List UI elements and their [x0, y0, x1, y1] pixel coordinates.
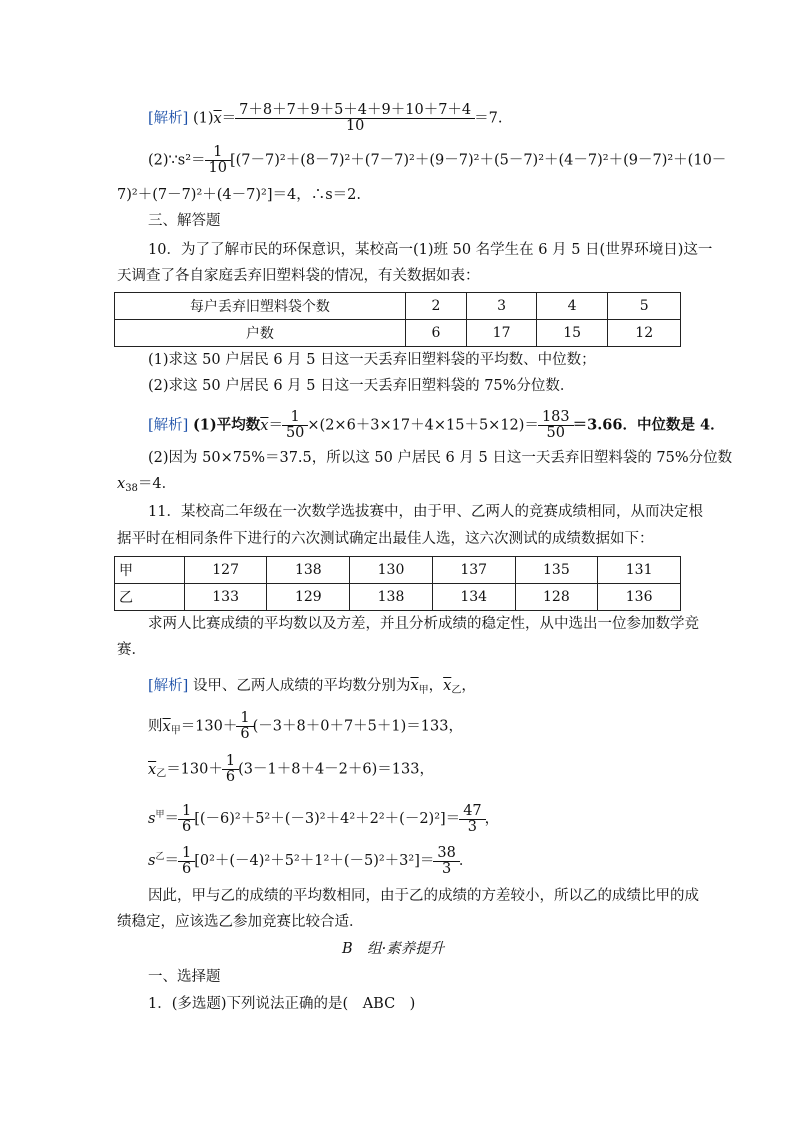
item2-prefix: (2)∵s²＝: [148, 152, 206, 169]
fraction-numerator: 1: [225, 753, 236, 769]
mean-numerator: 7＋8＋7＋9＋5＋4＋9＋10＋7＋4: [239, 102, 472, 118]
answer-1-prefix: (1)平均数: [192, 416, 261, 434]
table-row-label: 甲: [115, 557, 185, 584]
table-row: [115, 293, 681, 320]
fraction-numerator: 1: [240, 710, 250, 726]
table-cell: 130: [350, 557, 433, 584]
table-cell: 136: [598, 584, 681, 611]
table-cell: 134: [432, 584, 515, 611]
table-cell: 12: [608, 320, 681, 347]
analysis-label: [解析]: [148, 678, 189, 694]
percentile-subscript: 38: [125, 483, 138, 494]
fraction-one-sixth: [238, 711, 251, 742]
table-row-label: 每户丢弃旧塑料袋个数: [115, 293, 406, 320]
xbar-symbol: $\overline{x}$: [148, 761, 157, 778]
q11-mean-jia: [148, 711, 463, 747]
table-cell: 133: [184, 584, 267, 611]
percentile-value: ＝4．: [137, 476, 177, 492]
table-cell: 127: [184, 557, 267, 584]
table-cell: 138: [350, 584, 433, 611]
percentile-variable: x: [117, 476, 126, 492]
fraction-numerator: 1: [181, 844, 192, 861]
xbar-symbol: $\overline{x}$: [410, 678, 419, 694]
fraction-denominator: 6: [178, 861, 195, 877]
variance-yi-fraction: [435, 846, 457, 877]
fraction-denominator: 3: [459, 819, 485, 835]
table-cell: 129: [267, 584, 350, 611]
table-cell: 4: [536, 293, 608, 320]
group-b-heading: B 组·素养提升: [342, 941, 445, 957]
superscript-yi: 乙: [155, 852, 165, 862]
equals-sign: ＝: [164, 811, 179, 827]
answer-fraction-1: [284, 410, 306, 441]
q11-ask-line-1: 求两人比赛成绩的平均数以及方差，并且分析成绩的稳定性，从中选出一位参加数学竞: [148, 616, 699, 632]
xbar-symbol: $\overline{x}$: [260, 417, 269, 434]
q10-sub-question-1: (1)求这 50 户居民 6 月 5 日这一天丢弃旧塑料袋的平均数、中位数；: [148, 352, 596, 368]
fraction-numerator: 47: [463, 802, 482, 819]
variance-frac-num: 1: [213, 144, 223, 160]
fraction-one-sixth: [180, 804, 193, 835]
fraction-denominator: 6: [178, 819, 195, 835]
q11-variance-jia: [148, 798, 499, 836]
variance-line-1: [148, 145, 726, 176]
xbar-symbol: $\overline{x}$: [213, 110, 222, 127]
fraction-numerator: 1: [181, 802, 192, 819]
table-row-label: 户数: [115, 320, 406, 347]
mean-yi-start: ＝130＋: [166, 761, 223, 778]
separator: ，: [461, 678, 476, 694]
q11-text-line-2: 据平时在相同条件下进行的六次测试确定出最佳人选，这六次测试的成绩数据如下：: [117, 531, 654, 547]
q10-text-line-2: 天调查了各自家庭丢弃旧塑料袋的情况，有关数据如表：: [117, 268, 480, 284]
fraction-numerator: 38: [437, 844, 456, 861]
mean-fraction: [237, 103, 473, 134]
mean-result: ＝7.: [474, 110, 503, 127]
q11-score-table: [114, 556, 681, 611]
q11-conclusion-line-1: 因此，甲与乙的成绩的平均数相同，由于乙的成绩的方差较小，所以乙的成绩比甲的成: [148, 888, 699, 904]
table-cell: 15: [536, 320, 608, 347]
variance-jia-expression: [(－6)²＋5²＋(－3)²＋4²＋2²＋(－2)²]＝: [194, 811, 461, 827]
mean-denominator: 10: [235, 118, 475, 134]
q10-answer-1: [148, 410, 725, 441]
separator: ，: [484, 811, 500, 827]
equals-sign: ＝: [268, 417, 283, 434]
table-row-label: 乙: [115, 584, 185, 611]
q11-solution-line-1: [148, 676, 476, 701]
answer-1-expression: ×(2×6＋3×17＋4×15＋5×12)＝: [307, 417, 539, 434]
table-cell: 5: [608, 293, 681, 320]
variance-yi-expression: [0²＋(－4)²＋5²＋1²＋(－5)²＋3²]＝: [194, 853, 435, 869]
then-word: 则: [148, 718, 163, 735]
fraction-denominator: 50: [538, 425, 574, 441]
table-cell: 2: [405, 293, 467, 320]
q11-variance-yi: [148, 840, 473, 878]
table-cell: 128: [515, 584, 598, 611]
subscript-jia: 甲: [418, 685, 429, 696]
answer-fraction-2: [540, 410, 572, 441]
xbar-symbol: $\overline{x}$: [162, 718, 171, 735]
q11-ask-line-2: 赛．: [117, 642, 146, 658]
mean-jia-start: ＝130＋: [180, 718, 238, 735]
s-variable: s: [148, 853, 156, 869]
q10-text-line-1: 10．为了了解市民的环保意识，某校高一(1)班 50 名学生在 6 月 5 日(世界环境日)这一: [148, 242, 713, 258]
q11-text-line-1: 11．某校高二年级在一次数学选拔赛中，由于甲、乙两人的竞赛成绩相同，从而决定根: [148, 504, 703, 520]
variance-jia-fraction: [461, 804, 483, 835]
separator: ，: [428, 678, 444, 694]
fraction-one-sixth: [180, 846, 193, 877]
mean-yi-end: (3－1＋8＋4－2＋6)＝133，: [238, 761, 434, 778]
table-cell: 3: [467, 293, 537, 320]
q10-answer-2-line-2: [117, 474, 176, 499]
table-row: [115, 557, 681, 584]
fraction-one-sixth: [224, 754, 237, 785]
table-cell: 138: [267, 557, 350, 584]
table-cell: 135: [515, 557, 598, 584]
analysis-label: [解析]: [148, 110, 189, 127]
q10-sub-question-2: (2)求这 50 户居民 6 月 5 日这一天丢弃旧塑料袋的 75%分位数．: [148, 378, 575, 394]
s-variable: s: [148, 811, 156, 827]
subscript-jia: 甲: [170, 725, 181, 737]
fraction-denominator: 6: [222, 769, 239, 785]
question-1: 1．(多选题)下列说法正确的是( ABC ): [148, 996, 416, 1012]
variance-expression: [(7－7)²＋(8－7)²＋(7－7)²＋(9－7)²＋(5－7)²＋(4－7)²＋(9－7)²＋(10－: [229, 152, 727, 169]
solution-intro: 设甲、乙两人成绩的平均数分别为: [192, 678, 411, 694]
variance-frac-den: 10: [205, 160, 231, 176]
fraction-denominator: 50: [282, 425, 308, 441]
q11-conclusion-line-2: 绩稳定，应该选乙参加竞赛比较合适．: [117, 914, 364, 930]
answer-1-end: ＝3.66．中位数是 4．: [572, 416, 725, 434]
fraction-numerator: 183: [541, 409, 570, 425]
equals-sign: ＝: [164, 853, 179, 869]
table-cell: 131: [598, 557, 681, 584]
table-cell: 17: [467, 320, 537, 347]
section-heading: 三、解答题: [148, 213, 221, 229]
item1-prefix: (1): [192, 110, 214, 127]
superscript-jia: 甲: [155, 810, 165, 820]
fraction-numerator: 1: [290, 409, 300, 425]
variance-line-2: 7)²＋(7－7)²＋(4－7)²]＝4，∴s＝2.: [117, 187, 362, 203]
separator: ．: [458, 853, 474, 869]
table-row: [115, 584, 681, 611]
table-row: [115, 320, 681, 347]
analysis-line-1: [解析] $(1)\overline{x}=$ $\frac{7+8+7+9+5+4+9+10+7+4}{10}$ ＝7.: [148, 102, 503, 134]
subscript-yi: 乙: [451, 685, 462, 696]
fraction-denominator: 3: [433, 861, 459, 877]
q11-mean-yi: [148, 754, 434, 790]
fraction-denominator: 6: [236, 726, 253, 742]
variance-fraction: [207, 145, 229, 176]
mean-jia-end: (－3＋8＋0＋7＋5＋1)＝133，: [252, 718, 463, 735]
q10-data-table: [114, 292, 681, 347]
table-cell: 6: [405, 320, 467, 347]
q10-answer-2-line-1: (2)因为 50×75%＝37.5，所以这 50 户居民 6 月 5 日这一天丢弃旧塑料袋的 75%分位数: [148, 450, 733, 466]
xbar-symbol: $\overline{x}$: [443, 678, 452, 694]
section-choice-heading: 一、选择题: [148, 969, 221, 985]
subscript-yi: 乙: [156, 768, 167, 780]
analysis-label: [解析]: [148, 417, 189, 434]
table-cell: 137: [432, 557, 515, 584]
